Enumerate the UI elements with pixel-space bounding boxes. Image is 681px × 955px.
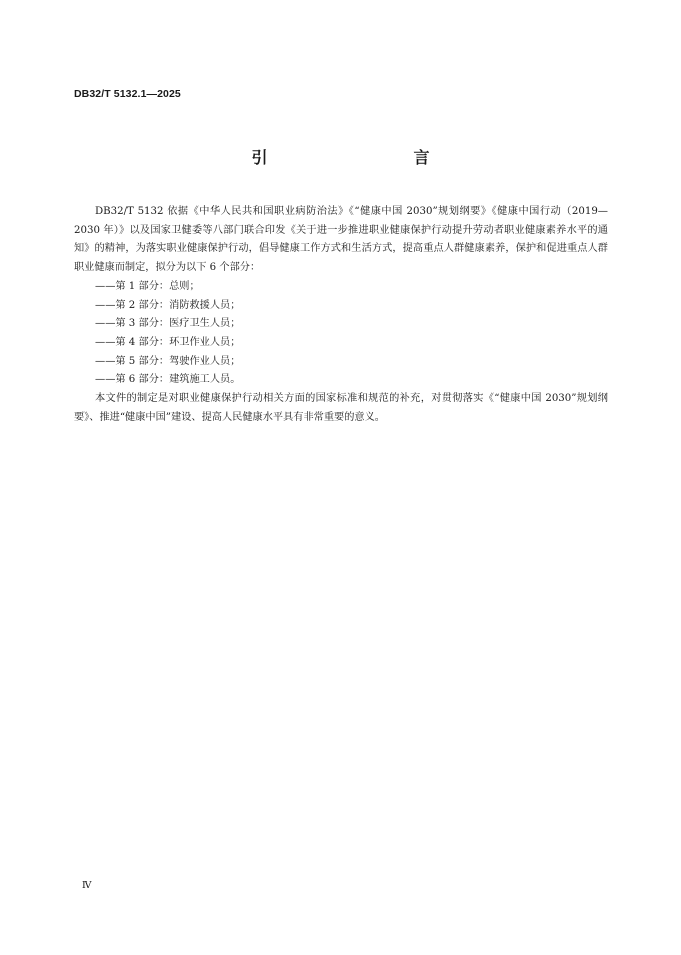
- page-title: 引 言: [251, 148, 468, 167]
- part-item-2: ——第 2 部分：消防救援人员；: [95, 299, 241, 311]
- standard-code: DB32/T 5132.1—2025: [74, 88, 181, 100]
- part-item-3: ——第 3 部分：医疗卫生人员；: [95, 318, 241, 330]
- document-body: [74, 203, 608, 427]
- parts-list: [74, 278, 608, 390]
- part-item-6: ——第 6 部分：建筑施工人员。: [95, 374, 241, 386]
- page-number: Ⅳ: [82, 880, 92, 891]
- closing-paragraph: 本文件的制定是对职业健康保护行动相关方面的国家标准和规范的补充，对贯彻落实《“健康中国 2030”规划纲要》、推进“健康中国”建设、提高人民健康水平具有非常重要的意义。: [74, 393, 608, 423]
- intro-paragraph: DB32/T 5132 依据《中华人民共和国职业病防治法》《“健康中国 2030”规划纲要》《健康中国行动（2019—2030 年）》以及国家卫健委等八部门联合印发《关于进一步推进职业健康保护行动提升劳动者职业健康素养水平的通知》的精神，为落实职业健康保护行动，倡导健康工作方式和生活方式，提高重点人群健康素养，保护和促进重点人群职业健康而制定，拟分为以下 6 个部分：: [74, 206, 608, 274]
- part-item-1: ——第 1 部分：总则；: [95, 280, 200, 292]
- part-item-4: ——第 4 部分：环卫作业人员；: [95, 336, 241, 348]
- part-item-5: ——第 5 部分：驾驶作业人员；: [95, 355, 241, 367]
